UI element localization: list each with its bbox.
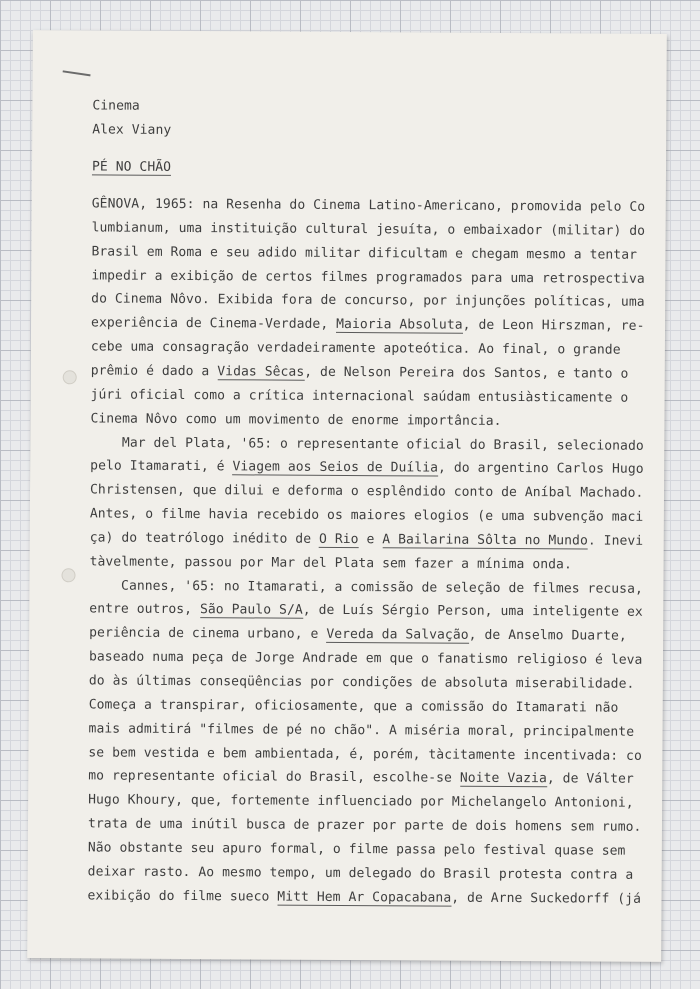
body-line	[91, 340, 621, 358]
text-run: entre outros,	[89, 601, 201, 618]
author-name: Alex Viany	[92, 122, 172, 138]
underlined-film-title: Viagem aos Seios de Duília	[232, 459, 439, 476]
body-line	[89, 578, 643, 596]
text-run: , de Arne Suckedorff (já	[451, 890, 642, 907]
article-title	[92, 159, 171, 174]
text-run: ça) do teatrólogo inédito de	[89, 530, 320, 547]
text-run: GÊNOVA, 1965: na Resenha do Cinema Latino-Americano, promovida pelo Co	[91, 196, 646, 215]
body-line	[88, 769, 634, 787]
text-run: periência de cinema urbano, e	[89, 625, 327, 643]
body-line	[92, 196, 646, 214]
text-run: trata de uma inútil busca de prazer por parte de dois homens sem rumo.	[87, 816, 642, 835]
text-run: baseado numa peça de Jorge Andrade em que o fanatismo religioso é leva	[88, 649, 643, 668]
typewritten-page	[27, 30, 667, 962]
body-line	[90, 554, 572, 572]
body-line	[91, 292, 645, 310]
text-run: Começa a transpirar, oficiosamente, que a comissão do Itamarati não	[88, 697, 619, 716]
body-line	[91, 387, 629, 405]
text-run: Mar del Plata, '65: o representante oficial do Brasil, selecionado	[90, 434, 644, 454]
body-line	[89, 697, 619, 715]
body-line	[92, 220, 646, 238]
body-line	[88, 793, 634, 811]
text-run: , de Válter	[546, 771, 634, 788]
body-line	[89, 650, 643, 668]
text-run: cebe uma consagração verdadeiramente apoteótica. Ao final, o grande	[90, 339, 621, 358]
text-run: , do argentino Carlos Hugo	[438, 460, 644, 478]
underlined-film-title: A Bailarina Sôlta no Mundo	[382, 532, 588, 549]
text-run: do Cinema Nôvo. Exibida fora de concurso, por injunções políticas, uma	[91, 291, 645, 311]
text-run: Antes, o filme havia recebido os maiores elogios (e uma subvenção maci	[89, 506, 644, 525]
body-line	[90, 411, 501, 429]
section-label: Cinema	[92, 98, 140, 114]
document-body	[27, 30, 667, 962]
underlined-film-title: Maioria Absoluta	[336, 317, 463, 333]
body-line	[91, 244, 637, 262]
body-line	[90, 506, 644, 524]
text-run: . Inevi	[587, 533, 644, 549]
text-run: Cinema Nôvo como um movimento de enorme importância.	[90, 411, 502, 429]
underlined-film-title: Noite Vazia	[459, 771, 547, 787]
text-run: Christensen, que dilui e deforma o esplêndido conto de Aníbal Machado.	[89, 482, 644, 501]
body-line	[88, 864, 634, 882]
body-line	[91, 363, 629, 381]
text-run: tàvelmente, passou por Mar del Plata sem fazer a mínima onda.	[89, 554, 572, 573]
underlined-film-title: Mitt Hem Ar Copacabana	[277, 889, 452, 906]
text-run: lumbianum, uma instituição cultural jesuíta, o embaixador (militar) do	[91, 220, 646, 239]
text-run: mais admitirá "filmes de pé no chão". A miséria moral, principalmente	[88, 721, 635, 740]
body-line	[90, 459, 644, 477]
text-run: deixar rasto. Ao mesmo tempo, um delegado do Brasil protesta contra a	[87, 864, 634, 883]
body-line	[89, 602, 643, 620]
text-run: se bem vestida e bem ambientada, é, porém, tàcitamente incentivada: co	[88, 744, 642, 764]
underlined-film-title: O Rio	[318, 531, 359, 547]
body-line	[88, 817, 642, 835]
text-run: impedir a exibição de certos filmes programados para uma retrospectiva	[91, 267, 645, 287]
text-run: experiência de Cinema-Verdade,	[91, 315, 337, 333]
text-run: exibição do filme sueco	[87, 888, 278, 905]
text-run: Cannes, '65: no Itamarati, a comissão de seleção de filmes recusa,	[89, 578, 643, 597]
article-title-text: PÉ NO CHÃO	[91, 159, 172, 175]
body-line	[88, 840, 626, 858]
body-line	[90, 483, 644, 501]
body-line	[91, 316, 645, 334]
body-line	[91, 268, 645, 286]
body-line	[89, 626, 627, 644]
text-run: pelo Itamarati, é	[90, 458, 233, 475]
text-run: , de Anselmo Duarte,	[468, 628, 627, 645]
underlined-film-title: Vidas Sêcas	[217, 364, 305, 380]
text-run: , de Leon Hirszman, re-	[462, 317, 645, 335]
text-run: do às últimas conseqüências por condições de absoluta miserabilidade.	[88, 673, 635, 692]
body-line	[89, 673, 635, 691]
body-line	[90, 530, 644, 548]
text-run: , de Nelson Pereira dos Santos, e tanto o	[304, 364, 629, 382]
underlined-film-title: São Paulo S/A	[199, 602, 303, 619]
body-line	[88, 745, 642, 763]
text-run: Brasil em Roma e seu adido militar dificultam e chegam mesmo a tentar	[91, 244, 638, 263]
text-run: , de Luís Sérgio Person, uma inteligente ex	[302, 603, 643, 621]
text-run: Hugo Khoury, que, fortemente influenciado por Michelangelo Antonioni,	[88, 792, 634, 812]
text-run: e	[358, 531, 383, 548]
body-line	[89, 721, 635, 739]
body-line	[88, 888, 642, 906]
text-run: júri oficial como a crítica internacional saúdam entusiàsticamente o	[90, 387, 629, 406]
underlined-film-title: Vereda da Salvação	[326, 627, 469, 644]
text-run: mo representante oficial do Brasil, escolhe-se	[88, 768, 460, 787]
body-line	[90, 435, 644, 453]
text-run: Não obstante seu apuro formal, o filme passa pelo festival quase sem	[87, 840, 626, 859]
text-run: prêmio é dado a	[90, 363, 218, 380]
